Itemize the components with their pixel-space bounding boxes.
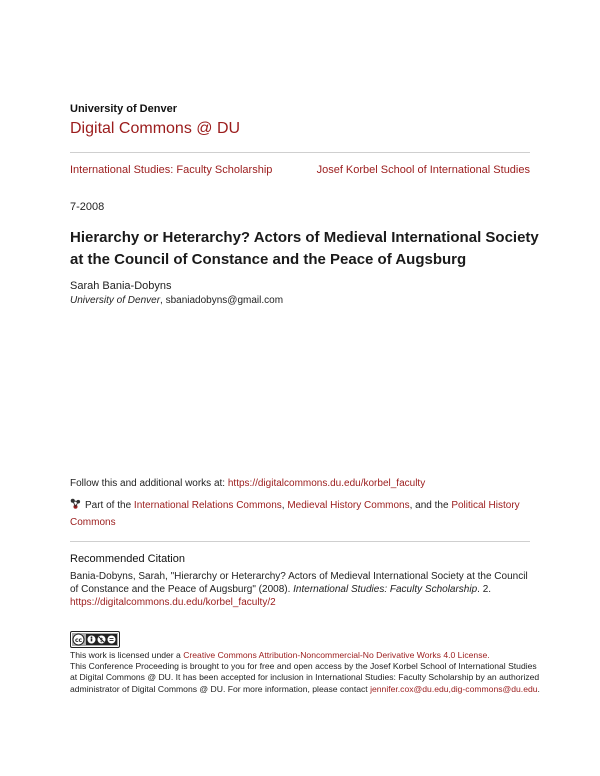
paper-title — [70, 227, 540, 271]
part-of-sep-2: , and the — [409, 500, 452, 511]
author-name: Sarah Bania-Dobyns — [70, 280, 172, 292]
license-link[interactable]: Creative Commons Attribution-Noncommercial-No Derivative Works 4.0 License. — [183, 650, 490, 660]
publication-date: 7-2008 — [70, 201, 105, 213]
citation-number: . 2. — [477, 584, 492, 595]
follow-line — [70, 478, 425, 489]
svg-text:$: $ — [99, 637, 104, 644]
citation-url-link[interactable]: https://digitalcommons.du.edu/korbel_faculty/2 — [70, 597, 276, 608]
political-history-commons-link[interactable]: Political History Commons — [70, 500, 520, 528]
institution-name: University of Denver — [70, 103, 177, 115]
citation-heading: Recommended Citation — [70, 553, 185, 565]
part-of-sep-1: , — [281, 500, 288, 511]
citation-divider — [70, 541, 530, 542]
title-line-1: Hierarchy or Heterarchy? Actors of Medieval International Society — [70, 229, 539, 246]
collection-link-korbel-school[interactable]: Josef Korbel School of International Studies — [316, 164, 530, 176]
footer-text — [70, 650, 540, 695]
contact-email-link[interactable]: jennifer.cox@du.edu,dig-commons@du.edu — [370, 683, 538, 694]
footer-body: This Conference Proceeding is brought to you for free and open access by the Josef Korbel School of International Studies at Digital Commons @ DU. It has been accepted for inclusion in International Studies: Faculty Scholarship by an authorized administrator of Digital Commons @ DU. For more information, please contact — [70, 661, 540, 694]
network-icon — [70, 498, 81, 509]
author-email: , sbaniadobyns@gmail.com — [160, 295, 284, 306]
footer-end: . — [537, 683, 540, 694]
repository-link[interactable]: Digital Commons @ DU — [70, 120, 241, 137]
medieval-history-commons-link[interactable]: Medieval History Commons — [287, 500, 410, 511]
citation-series: International Studies: Faculty Scholarship — [293, 584, 478, 595]
citation-text — [70, 570, 530, 609]
collection-link-faculty-scholarship[interactable]: International Studies: Faculty Scholarship — [70, 164, 273, 176]
cc-license-badge[interactable] — [70, 631, 120, 648]
author-affiliation — [70, 295, 283, 306]
follow-link[interactable]: https://digitalcommons.du.edu/korbel_faculty — [227, 478, 426, 489]
part-of-line — [70, 497, 530, 531]
affiliation-name: University of Denver — [70, 295, 161, 306]
license-prefix: This work is licensed under a — [70, 650, 184, 660]
international-relations-commons-link[interactable]: International Relations Commons — [133, 500, 282, 511]
svg-text:cc: cc — [74, 637, 83, 644]
top-divider — [70, 152, 530, 153]
citation-body: Bania-Dobyns, Sarah, "Hierarchy or Heterarchy? Actors of Medieval International Society at the Council of Constance and the Peace of Augsburg" (2008). — [70, 571, 528, 595]
part-of-prefix: Part of the — [85, 500, 134, 511]
follow-label: Follow this and additional works at: — [70, 478, 228, 489]
title-line-2: at the Council of Constance and the Peace of Augsburg — [70, 251, 467, 268]
